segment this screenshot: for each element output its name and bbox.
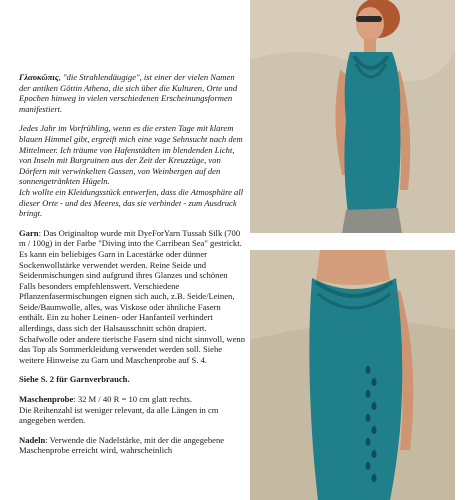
pattern-text-column: [19, 72, 245, 465]
story-paragraph: [19, 123, 245, 218]
yarn-paragraph: [19, 228, 245, 366]
story-text-2: Ich wollte ein Kleidungsstück entwerfen, dass die Atmosphäre all dieser Orte - und des Meeres, das sie verbindet - zum Ausdruck bringt.: [19, 186, 244, 219]
greek-name: Γλαυκῶπις: [19, 72, 59, 82]
see-page-note: Siehe S. 2 für Garnverbrauch.: [19, 374, 130, 385]
needles-text: : Verwende die Nadelstärke, mit der die angegebene Maschenprobe erreicht wird, wahrscheinlich: [19, 434, 225, 456]
model-photo-front: [250, 0, 455, 233]
gauge-text: : 32 M / 40 R = 10 cm glatt rechts.: [73, 394, 192, 405]
yarn-text-2: Es kann ein beliebiges Garn in Lacestärke oder dünner Sockenwollstärke verwendet werden. Reine Seide und Seidenmischungen sind aufgrund ihres Glanzes und schönen Falls besonders empfehlenswert. Verschiedene Pflanzenfasermischungen eignen sich auch, z.B. Seide/Leinen, Seide/Baumwolle, alles, was Viskose oder ähnliche Fasern enthält. Ein zu hoher Leinen- oder Hanfanteil verhindert allerdings, dass sich der Halsausschnitt schön drapiert. Schafwolle oder andere tierische Fasern sind nicht sinnvoll, wenn das Top als Sommerkleidung verwendet werden soll. Siehe weitere Hinweise zu Garn und Maschenprobe auf S. 4.: [19, 248, 246, 365]
gauge-paragraph: [19, 394, 245, 426]
gauge-label: Maschenprobe: [19, 394, 74, 405]
needles-paragraph: [19, 435, 245, 456]
intro-paragraph: [19, 72, 245, 114]
yarn-label: Garn: [19, 227, 39, 238]
yarn-text: : Das Originaltop wurde mit DyeForYarn Tussah Silk (700 m / 100g) in der Farbe "Diving into the Carribean Sea" gestrickt.: [19, 227, 242, 249]
model-photo-side: [250, 250, 455, 500]
story-text-1: Jedes Jahr im Vorfrühling, wenn es die ersten Tage mit klarem blauen Himmel gibt, ergreift mich eine vage Sehnsucht nach dem Mittelmeer. Ich träume von Hafenstädten im blendenden Licht, von Inseln mit Burgruinen aus der Zeit der Kreuzzüge, von Dörfern mit verwinkelten Gassen, von Weinbergen auf den sonnengetränkten Hügeln.: [19, 123, 243, 187]
intro-quote: , "die Strahlendäugige", ist einer der vielen Namen der antiken Göttin Athena, die sich über die Kulturen, Orte und Epochen hinweg in vielen verschiedenen Erscheinungsformen manifestiert.: [19, 72, 238, 114]
needles-label: Nadeln: [19, 434, 46, 445]
gauge-text-2: Die Reihenzahl ist weniger relevant, da alle Längen in cm angegeben werden.: [19, 404, 219, 426]
